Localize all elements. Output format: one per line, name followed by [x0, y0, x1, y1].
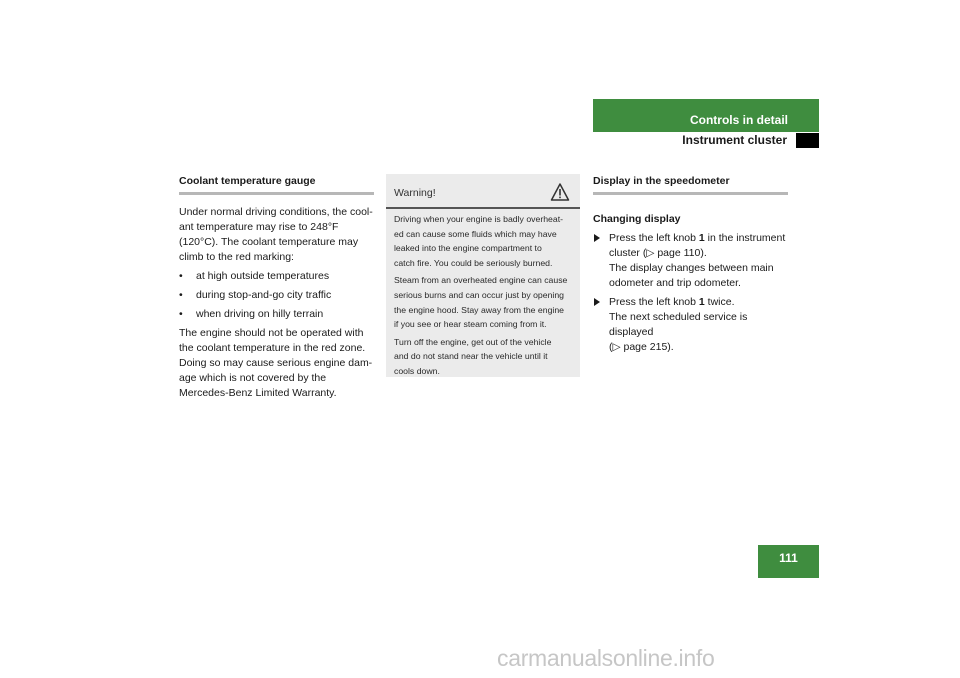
coolant-heading: Coolant temperature gauge — [179, 175, 316, 187]
speedometer-section — [593, 174, 788, 355]
list-item: • at high outside temperatures — [179, 270, 330, 282]
page-ref-link[interactable]: page 215). — [620, 341, 674, 353]
coolant-intro: Under normal driving conditions, the cool- ant temperature may rise to 248°F (120°C). The coolant temperature may climb to the red marking: — [179, 206, 373, 263]
warning-triangle-icon — [550, 182, 570, 202]
section-marker — [796, 133, 819, 148]
knob-reference: 1 — [698, 296, 705, 308]
warning-paragraph: Turn off the engine, get out of the vehicle and do not stand near the vehicle until it cools down. — [394, 336, 552, 376]
instruction-step-1: Press the left knob 1 in the instrument cluster (▷ page 110). — [593, 231, 788, 261]
step-1-result: The display changes between main odometer and trip odometer. — [609, 262, 774, 289]
coolant-closing: The engine should not be operated with the coolant temperature in the red zone. Doing so may cause serious engine dam- age which is not covered by the Mercedes-Benz Limited Warranty. — [179, 327, 373, 399]
warning-rule — [386, 207, 580, 209]
warning-paragraph: Steam from an overheated engine can cause serious burns and can occur just by opening the engine hood. Stay away from the engine if you see or hear steam coming from it. — [394, 275, 568, 330]
heading-rule — [179, 192, 374, 195]
changing-display-subheading: Changing display — [593, 213, 681, 225]
knob-reference: 1 — [698, 232, 705, 244]
watermark: carmanualsonline.info — [497, 645, 715, 671]
warning-paragraph: Driving when your engine is badly overheat- ed can cause some fluids which may have leaked into the engine compartment to catch fire. You could be seriously burned. — [394, 214, 564, 268]
section-subtitle: Instrument cluster — [682, 133, 787, 147]
instruction-step-2: Press the left knob 1 twice. — [593, 295, 788, 310]
page-number-box — [758, 545, 819, 578]
page-ref-link[interactable]: page 110). — [654, 247, 707, 259]
step-arrow-icon — [594, 234, 600, 242]
heading-rule — [593, 192, 788, 195]
list-item: • during stop-and-go city traffic — [179, 289, 332, 301]
warning-body — [394, 212, 574, 382]
section-header-band — [593, 99, 819, 132]
warning-box — [386, 174, 580, 377]
section-title: Controls in detail — [689, 113, 788, 127]
coolant-conditions-list — [179, 269, 374, 322]
page-number: 111 — [779, 551, 798, 565]
speedometer-heading: Display in the speedometer — [593, 175, 730, 187]
list-item: • when driving on hilly terrain — [179, 308, 324, 320]
step-2-result: The next scheduled service is displayed (▷ page 215). — [609, 311, 748, 353]
warning-heading: Warning! — [394, 187, 436, 199]
step-arrow-icon — [594, 298, 600, 306]
page-ref-icon: ▷ — [646, 247, 655, 259]
coolant-section — [179, 174, 374, 401]
page-ref-icon: ▷ — [612, 341, 621, 353]
